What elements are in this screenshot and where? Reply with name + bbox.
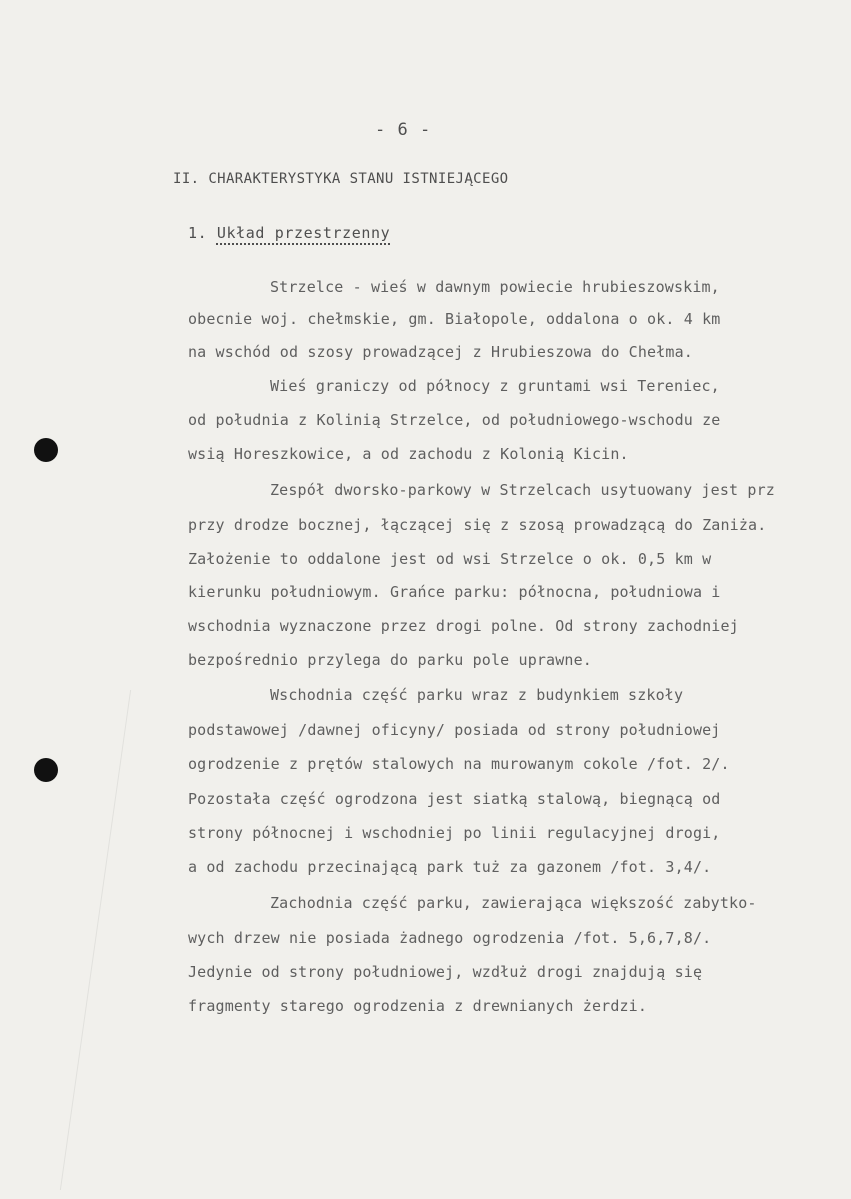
punch-hole-bottom [34, 758, 58, 782]
body-line-9: Założenie to oddalone jest od wsi Strzelce o ok. 0,5 km w [188, 550, 712, 568]
body-line-19: Zachodnia część parku, zawierająca większość zabytko- [270, 894, 757, 912]
body-line-6: wsią Horeszkowice, a od zachodu z Kolonią Kicin. [188, 445, 629, 463]
page-number: - 6 - [375, 120, 432, 140]
body-line-1: Strzelce - wieś w dawnym powiecie hrubieszowskim, [270, 278, 720, 296]
body-line-14: podstawowej /dawnej oficyny/ posiada od strony południowej [188, 721, 721, 739]
body-line-16: Pozostała część ogrodzona jest siatką stalową, biegnącą od [188, 790, 721, 808]
body-line-4: Wieś graniczy od północy z gruntami wsi Tereniec, [270, 377, 720, 395]
body-line-2: obecnie woj. chełmskie, gm. Białopole, oddalona o ok. 4 km [188, 310, 721, 328]
subsection-heading-text: Układ przestrzenny [216, 224, 391, 242]
body-line-10: kierunku południowym. Grańce parku: północna, południowa i [188, 583, 721, 601]
subsection-title [188, 224, 390, 242]
section-title: II. CHARAKTERYSTYKA STANU ISTNIEJĄCEGO [173, 171, 509, 187]
body-line-8: przy drodze bocznej, łączącej się z szosą prowadzącą do Zaniża. [188, 516, 767, 534]
body-line-18: a od zachodu przecinającą park tuż za gazonem /fot. 3,4/. [188, 858, 712, 876]
body-line-13: Wschodnia część parku wraz z budynkiem szkoły [270, 686, 684, 704]
body-line-17: strony północnej i wschodniej po linii regulacyjnej drogi, [188, 824, 721, 842]
body-line-20: wych drzew nie posiada żadnego ogrodzenia /fot. 5,6,7,8/. [188, 929, 712, 947]
body-line-5: od południa z Kolinią Strzelce, od południowego-wschodu ze [188, 411, 721, 429]
body-line-15: ogrodzenie z prętów stalowych na murowanym cokole /fot. 2/. [188, 755, 730, 773]
subsection-number: 1. [188, 224, 208, 242]
body-line-3: na wschód od szosy prowadzącej z Hrubieszowa do Chełma. [188, 343, 693, 361]
body-line-12: bezpośrednio przylega do parku pole uprawne. [188, 651, 592, 669]
body-line-22: fragmenty starego ogrodzenia z drewnianych żerdzi. [188, 997, 648, 1015]
punch-hole-top [34, 438, 58, 462]
body-line-21: Jedynie od strony południowej, wzdłuż drogi znajdują się [188, 963, 703, 981]
body-line-7: Zespół dworsko-parkowy w Strzelcach usytuowany jest prz [270, 481, 775, 499]
body-line-11: wschodnia wyznaczone przez drogi polne. Od strony zachodniej [188, 617, 739, 635]
